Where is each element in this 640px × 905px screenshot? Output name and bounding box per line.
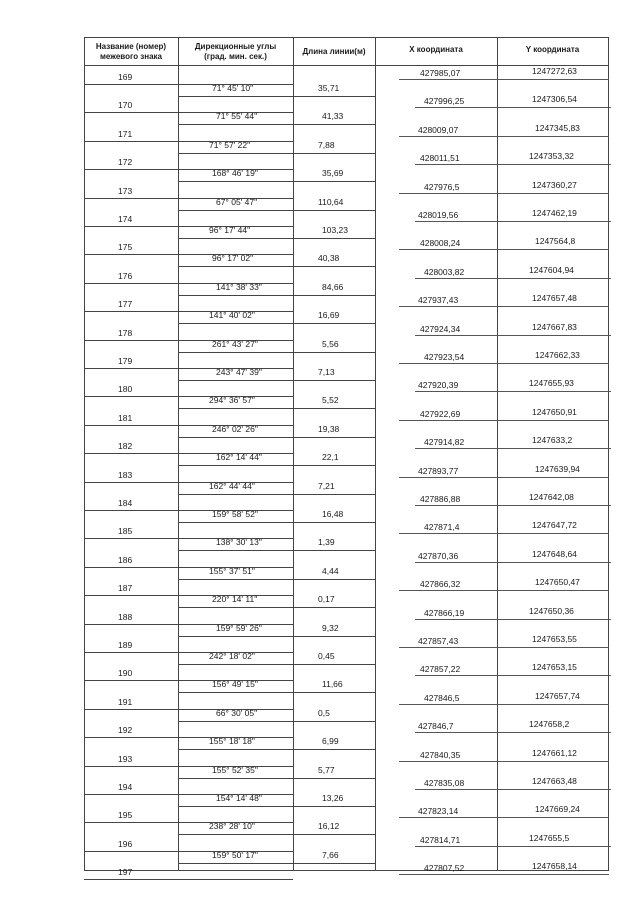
bearing-angle: 156° 49' 15" [212, 679, 258, 690]
line-length: 5,77 [318, 764, 335, 775]
header-bearing-line1: Дирекционные углы [194, 42, 277, 51]
x-coordinate: 427923,54 [424, 352, 465, 362]
y-coordinate: 1247657,74 [535, 690, 580, 701]
row-divider [84, 595, 293, 596]
bearing-angle: 261° 43' 27" [212, 338, 258, 349]
bearing-angle: 220° 14' 11" [212, 594, 258, 605]
y-coordinate: 1247658,14 [532, 861, 577, 872]
row-divider [399, 420, 609, 421]
row-divider [178, 210, 375, 211]
y-coordinate: 1247662,33 [535, 350, 580, 360]
bearing-angle: 162° 14' 44" [216, 452, 262, 463]
header-divider [84, 65, 609, 66]
header-point-name-line2: межевого знака [99, 52, 163, 61]
x-coordinate: 428011,51 [420, 153, 460, 164]
bearing-angle: 71° 45' 10" [212, 83, 254, 93]
row-divider [178, 266, 375, 267]
y-coordinate: 1247360,27 [532, 179, 577, 190]
point-name: 177 [118, 299, 133, 310]
bearing-angle: 155° 18' 18" [209, 736, 255, 747]
bearing-angle: 243° 47' 39" [216, 367, 262, 377]
point-name: 172 [118, 157, 133, 168]
row-divider [178, 522, 375, 523]
line-length: 35,71 [318, 83, 340, 93]
y-coordinate: 1247650,47 [535, 577, 580, 588]
x-coordinate: 427814,71 [420, 834, 461, 845]
bearing-angle: 159° 50' 17" [212, 849, 258, 860]
line-length: 41,33 [322, 111, 344, 122]
point-name: 187 [118, 583, 133, 594]
line-length: 7,13 [318, 367, 335, 377]
x-coordinate: 427857,22 [420, 664, 461, 675]
point-name: 189 [118, 640, 133, 650]
row-divider [84, 340, 293, 341]
y-coordinate: 1247657,48 [532, 293, 577, 304]
line-length: 7,66 [322, 849, 339, 860]
row-divider [415, 164, 611, 165]
row-divider [178, 124, 375, 125]
row-divider [178, 778, 375, 779]
row-divider [178, 834, 375, 835]
row-divider [178, 352, 375, 353]
y-coordinate: 1247639,94 [535, 463, 580, 474]
row-divider [415, 562, 611, 563]
row-divider [178, 664, 375, 665]
y-coordinate: 1247647,72 [532, 520, 577, 531]
row-divider [399, 79, 609, 80]
row-divider [415, 505, 611, 506]
row-divider [415, 335, 611, 336]
row-divider [399, 817, 609, 818]
bearing-angle: 154° 14' 48" [216, 793, 262, 803]
y-coordinate: 1247345,83 [535, 122, 580, 133]
x-coordinate: 427857,43 [418, 636, 459, 646]
x-coordinate: 427840,35 [420, 749, 461, 760]
line-length: 84,66 [322, 281, 344, 292]
header-point-name [84, 42, 178, 62]
row-divider [84, 84, 293, 85]
row-divider [84, 141, 293, 142]
y-coordinate: 1247642,08 [529, 492, 574, 502]
row-divider [399, 363, 609, 364]
x-coordinate: 427870,36 [418, 550, 459, 561]
bearing-angle: 66° 30' 05" [216, 707, 258, 718]
line-length: 16,48 [322, 509, 344, 519]
x-coordinate: 427937,43 [418, 295, 459, 306]
line-length: 1,39 [318, 537, 335, 548]
x-coordinate: 427835,08 [424, 778, 465, 788]
x-coordinate: 428003,82 [424, 266, 465, 277]
row-divider [399, 590, 609, 591]
line-length: 7,21 [318, 480, 335, 491]
line-length: 16,69 [318, 310, 340, 321]
table-border-right [608, 37, 609, 870]
point-name: 182 [118, 441, 133, 452]
column-divider [293, 37, 294, 870]
point-name: 192 [118, 725, 133, 736]
row-divider [84, 851, 293, 852]
point-name: 195 [118, 810, 133, 821]
column-divider [375, 37, 376, 870]
row-divider [84, 766, 293, 767]
bearing-angle: 246° 02' 26" [212, 423, 258, 434]
header-x: X координата [409, 45, 463, 54]
row-divider [178, 96, 375, 97]
line-length: 5,52 [322, 395, 339, 406]
point-name: 178 [118, 327, 133, 338]
line-length: 19,38 [318, 423, 340, 434]
row-divider [84, 879, 293, 880]
y-coordinate: 1247462,19 [532, 208, 577, 218]
row-divider [84, 737, 293, 738]
row-divider [415, 675, 611, 676]
row-divider [415, 107, 611, 108]
row-divider [415, 846, 611, 847]
y-coordinate: 1247306,54 [532, 94, 577, 105]
x-coordinate: 427914,82 [424, 437, 465, 448]
bearing-angle: 71° 55' 44" [216, 111, 258, 122]
row-divider [178, 494, 375, 495]
row-divider [84, 680, 293, 681]
point-name: 190 [118, 668, 133, 679]
row-divider [178, 380, 375, 381]
x-coordinate: 427807,52 [424, 863, 465, 874]
point-name: 184 [118, 498, 133, 508]
x-coordinate: 427846,5 [424, 692, 460, 703]
line-length: 22,1 [322, 452, 339, 463]
point-name: 180 [118, 384, 133, 395]
header-point-name-line1: Название (номер) [95, 42, 167, 51]
row-divider [399, 704, 609, 705]
row-divider [399, 136, 609, 137]
row-divider [178, 806, 375, 807]
x-coordinate: 427871,4 [424, 522, 460, 533]
bearing-angle: 141° 40' 02" [209, 310, 255, 321]
point-name: 196 [118, 838, 133, 849]
header-y: Y координата [525, 45, 580, 54]
point-name: 173 [118, 185, 133, 196]
row-divider [178, 323, 375, 324]
row-divider [415, 221, 611, 222]
row-divider [84, 198, 293, 199]
line-length: 11,66 [322, 679, 343, 690]
header-length: Длина линии(м) [302, 47, 366, 56]
y-coordinate: 1247604,94 [529, 264, 574, 275]
row-divider [178, 437, 375, 438]
point-name: 176 [118, 270, 133, 281]
y-coordinate: 1247650,91 [532, 406, 577, 417]
row-divider [415, 448, 611, 449]
row-divider [399, 193, 609, 194]
row-divider [84, 510, 293, 511]
row-divider [178, 408, 375, 409]
point-name: 174 [118, 214, 133, 224]
row-divider [399, 306, 609, 307]
y-coordinate: 1247658,2 [529, 719, 570, 730]
point-name: 175 [118, 242, 133, 253]
y-coordinate: 1247663,48 [532, 776, 577, 786]
row-divider [415, 732, 611, 733]
row-divider [415, 789, 611, 790]
row-divider [84, 226, 293, 227]
row-divider [84, 482, 293, 483]
row-divider [415, 278, 611, 279]
bearing-angle: 71° 57' 22" [209, 139, 251, 150]
x-coordinate: 427976,5 [424, 181, 460, 192]
x-coordinate: 427846,7 [418, 721, 454, 732]
line-length: 103,23 [322, 225, 348, 235]
row-divider [415, 619, 611, 620]
y-coordinate: 1247653,15 [532, 662, 577, 673]
bearing-angle: 159° 58' 52" [212, 509, 258, 519]
x-coordinate: 427866,32 [420, 579, 461, 590]
line-length: 13,26 [322, 793, 344, 803]
line-length: 6,99 [322, 736, 339, 747]
line-length: 40,38 [318, 253, 340, 264]
row-divider [84, 652, 293, 653]
x-coordinate: 427985,07 [420, 68, 461, 78]
row-divider [178, 295, 375, 296]
bearing-angle: 168° 46' 19" [212, 168, 258, 179]
row-divider [84, 425, 293, 426]
x-coordinate: 428019,56 [418, 210, 459, 220]
bearing-angle: 238° 28' 10" [209, 821, 255, 832]
point-name: 186 [118, 554, 133, 565]
row-divider [178, 863, 375, 864]
line-length: 5,56 [322, 338, 339, 349]
bearing-angle: 155° 37' 51" [209, 565, 255, 576]
y-coordinate: 1247667,83 [532, 321, 577, 332]
row-divider [84, 311, 293, 312]
row-divider [178, 153, 375, 154]
row-divider [178, 692, 375, 693]
row-divider [399, 249, 609, 250]
point-name: 179 [118, 356, 133, 366]
bearing-angle: 162° 44' 44" [209, 480, 255, 491]
header-bearing [178, 42, 293, 62]
x-coordinate: 428008,24 [420, 238, 461, 249]
bearing-angle: 242° 18' 02" [209, 651, 255, 661]
y-coordinate: 1247655,5 [529, 832, 570, 843]
row-divider [178, 579, 375, 580]
point-name: 193 [118, 753, 133, 764]
bearing-angle: 67° 05' 47" [216, 196, 258, 207]
row-divider [84, 112, 293, 113]
x-coordinate: 427866,19 [424, 607, 465, 618]
point-name: 169 [118, 72, 133, 82]
coordinates-table [84, 37, 609, 878]
row-divider [178, 721, 375, 722]
bearing-angle: 96° 17' 44" [209, 225, 251, 235]
line-length: 9,32 [322, 622, 339, 633]
y-coordinate: 1247633,2 [532, 435, 573, 446]
row-divider [84, 709, 293, 710]
row-divider [178, 749, 375, 750]
x-coordinate: 427996,25 [424, 96, 465, 107]
point-name: 181 [118, 412, 133, 423]
row-divider [399, 533, 609, 534]
point-name: 170 [118, 100, 133, 111]
row-divider [84, 169, 293, 170]
point-name: 197 [118, 867, 133, 878]
row-divider [84, 567, 293, 568]
y-coordinate: 1247564,8 [535, 236, 576, 247]
column-divider [497, 37, 498, 870]
y-coordinate: 1247669,24 [535, 804, 580, 815]
table-border-bottom [84, 870, 609, 871]
point-name: 194 [118, 782, 133, 792]
bearing-angle: 294° 36' 57" [209, 395, 255, 406]
line-length: 0,5 [318, 707, 330, 718]
bearing-angle: 141° 38' 33" [216, 281, 262, 292]
point-name: 191 [118, 696, 133, 707]
row-divider [178, 550, 375, 551]
row-divider [178, 238, 375, 239]
bearing-angle: 138° 30' 13" [216, 537, 262, 548]
line-length: 4,44 [322, 565, 339, 576]
row-divider [84, 822, 293, 823]
y-coordinate: 1247661,12 [532, 747, 577, 758]
line-length: 110,64 [318, 196, 344, 207]
x-coordinate: 427924,34 [420, 323, 461, 334]
point-name: 171 [118, 128, 133, 139]
x-coordinate: 427823,14 [418, 806, 459, 817]
row-divider [84, 396, 293, 397]
header-bearing-line2: (град. мин. сек.) [204, 52, 267, 61]
row-divider [178, 465, 375, 466]
row-divider [399, 761, 609, 762]
y-coordinate: 1247655,93 [529, 378, 574, 389]
y-coordinate: 1247650,36 [529, 605, 574, 616]
row-divider [399, 477, 609, 478]
y-coordinate: 1247648,64 [532, 548, 577, 559]
x-coordinate: 428009,07 [418, 124, 459, 135]
line-length: 35,69 [322, 168, 344, 179]
table-border-top [84, 37, 609, 38]
bearing-angle: 96° 17' 02" [212, 253, 254, 264]
point-name: 183 [118, 469, 133, 480]
row-divider [178, 607, 375, 608]
line-length: 16,12 [318, 821, 340, 832]
point-name: 185 [118, 526, 133, 537]
line-length: 7,88 [318, 139, 335, 150]
row-divider [399, 647, 609, 648]
x-coordinate: 427920,39 [418, 380, 459, 391]
x-coordinate: 427886,88 [420, 494, 461, 504]
y-coordinate: 1247353,32 [529, 151, 574, 162]
y-coordinate: 1247653,55 [532, 634, 577, 644]
bearing-angle: 155° 52' 35" [212, 764, 258, 775]
x-coordinate: 427893,77 [418, 465, 459, 476]
row-divider [399, 874, 609, 875]
row-divider [415, 391, 611, 392]
row-divider [178, 636, 375, 637]
y-coordinate: 1247272,63 [532, 66, 577, 76]
line-length: 0,45 [318, 651, 335, 661]
point-name: 188 [118, 611, 133, 622]
bearing-angle: 159° 59' 26" [216, 622, 262, 633]
line-length: 0,17 [318, 594, 335, 605]
row-divider [178, 181, 375, 182]
row-divider [84, 254, 293, 255]
x-coordinate: 427922,69 [420, 408, 461, 419]
